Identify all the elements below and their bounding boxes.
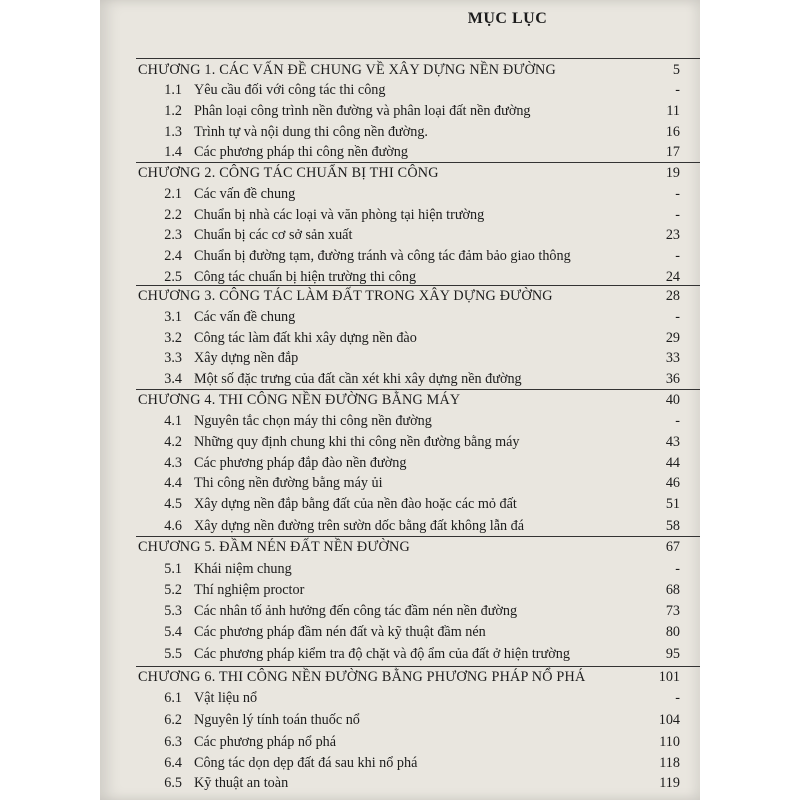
section-page-number: -	[675, 207, 680, 223]
section-number: 5.5	[164, 646, 182, 662]
section-page-number: -	[675, 413, 680, 429]
section-number: 2.3	[164, 227, 182, 243]
section-number: 4.3	[164, 455, 182, 471]
section-number: 3.1	[164, 309, 182, 325]
chapter-title: CHƯƠNG 1. CÁC VẤN ĐỀ CHUNG VỀ XÂY DỰNG NỀN ĐƯỜNG	[138, 62, 556, 78]
chapter-divider	[136, 666, 700, 667]
section-number: 6.5	[164, 775, 182, 791]
section-number: 5.2	[164, 582, 182, 598]
section-page-number: 51	[665, 496, 680, 512]
chapter-page-number: 40	[665, 392, 680, 408]
chapter-page-number: 101	[658, 669, 680, 685]
section-title: Công tác dọn dẹp đất đá sau khi nổ phá	[194, 755, 418, 771]
chapter-divider	[136, 162, 700, 163]
section-title: Xây dựng nền đường trên sườn dốc bằng đất không lẫn đá	[194, 518, 525, 534]
section-title: Các phương pháp kiểm tra độ chặt và độ ẩm của đất ở hiện trường	[194, 646, 570, 662]
section-title: Các phương pháp đầm nén đất và kỹ thuật đầm nén	[194, 624, 486, 640]
section-number: 1.2	[164, 103, 182, 119]
section-number: 3.2	[164, 330, 182, 346]
section-page-number: 17	[665, 144, 680, 160]
section-number: 4.1	[164, 413, 182, 429]
chapter-title: CHƯƠNG 2. CÔNG TÁC CHUẨN BỊ THI CÔNG	[138, 165, 439, 181]
chapter-divider	[136, 536, 700, 537]
section-number: 4.4	[164, 475, 182, 491]
chapter-page-number: 67	[665, 539, 680, 555]
section-title: Trình tự và nội dung thi công nền đường.	[194, 124, 428, 140]
section-title: Chuẩn bị các cơ sở sản xuất	[194, 227, 353, 243]
chapter-page-number: 19	[665, 165, 680, 181]
section-page-number: 104	[658, 712, 680, 728]
section-title: Các phương pháp đắp đào nền đường	[194, 455, 407, 471]
section-number: 6.4	[164, 755, 182, 771]
section-page-number: -	[675, 186, 680, 202]
section-page-number: 118	[659, 755, 680, 771]
section-number: 6.2	[164, 712, 182, 728]
section-title: Vật liệu nổ	[194, 690, 258, 706]
section-page-number: 68	[665, 582, 680, 598]
section-title: Công tác chuẩn bị hiện trường thi công	[194, 269, 417, 285]
section-title: Yêu cầu đối với công tác thi công	[194, 82, 386, 98]
section-title: Thi công nền đường bằng máy ủi	[194, 475, 383, 491]
section-title: Chuẩn bị nhà các loại và văn phòng tại hiện trường	[194, 207, 485, 223]
section-number: 6.3	[164, 734, 182, 750]
section-page-number: 110	[659, 734, 680, 750]
section-number: 2.1	[164, 186, 182, 202]
chapter-divider	[136, 285, 700, 286]
section-number: 5.4	[164, 624, 182, 640]
section-page-number: -	[675, 309, 680, 325]
section-page-number: 16	[665, 124, 680, 140]
section-title: Các vấn đề chung	[194, 309, 296, 325]
section-number: 2.4	[164, 248, 182, 264]
section-page-number: 46	[665, 475, 680, 491]
section-page-number: 36	[665, 371, 680, 387]
section-title: Công tác làm đất khi xây dựng nền đào	[194, 330, 417, 346]
section-number: 3.4	[164, 371, 182, 387]
section-title: Khái niệm chung	[194, 561, 292, 577]
section-number: 1.1	[164, 82, 182, 98]
section-page-number: 11	[666, 103, 680, 119]
section-page-number: -	[675, 690, 680, 706]
section-title: Nguyên tắc chọn máy thi công nền đường	[194, 413, 432, 429]
chapter-divider	[136, 389, 700, 390]
section-number: 1.4	[164, 144, 182, 160]
section-page-number: 73	[665, 603, 680, 619]
section-page-number: 95	[665, 646, 680, 662]
section-title: Phân loại công trình nền đường và phân loại đất nền đường	[194, 103, 531, 119]
book-page	[100, 0, 700, 800]
chapter-title: CHƯƠNG 6. THI CÔNG NỀN ĐƯỜNG BẰNG PHƯƠNG PHÁP NỔ PHÁ	[138, 669, 586, 685]
chapter-title: CHƯƠNG 5. ĐẦM NÉN ĐẤT NỀN ĐƯỜNG	[138, 539, 410, 555]
section-page-number: 24	[665, 269, 680, 285]
section-title: Các phương pháp thi công nền đường	[194, 144, 408, 160]
section-title: Chuẩn bị đường tạm, đường tránh và công tác đảm bảo giao thông	[194, 248, 571, 264]
section-page-number: 43	[665, 434, 680, 450]
section-title: Xây dựng nền đắp	[194, 350, 299, 366]
section-page-number: 119	[659, 775, 680, 791]
section-number: 1.3	[164, 124, 182, 140]
section-number: 3.3	[164, 350, 182, 366]
chapter-divider	[136, 58, 700, 59]
section-page-number: -	[675, 561, 680, 577]
section-page-number: 33	[665, 350, 680, 366]
section-title: Một số đặc trưng của đất cần xét khi xây dựng nền đường	[194, 371, 522, 387]
section-page-number: 29	[665, 330, 680, 346]
chapter-title: CHƯƠNG 4. THI CÔNG NỀN ĐƯỜNG BẰNG MÁY	[138, 392, 461, 408]
chapter-title: CHƯƠNG 3. CÔNG TÁC LÀM ĐẤT TRONG XÂY DỰNG ĐƯỜNG	[138, 288, 553, 304]
section-page-number: 23	[665, 227, 680, 243]
section-number: 4.5	[164, 496, 182, 512]
section-title: Những quy định chung khi thi công nền đường bằng máy	[194, 434, 520, 450]
section-title: Thí nghiệm proctor	[194, 582, 305, 598]
chapter-page-number: 5	[672, 62, 680, 78]
section-number: 5.3	[164, 603, 182, 619]
section-number: 2.2	[164, 207, 182, 223]
section-title: Các nhân tố ảnh hưởng đến công tác đầm nén nền đường	[194, 603, 518, 619]
section-page-number: 58	[665, 518, 680, 534]
section-title: Xây dựng nền đắp bằng đất của nền đào hoặc các mỏ đất	[194, 496, 517, 512]
section-page-number: -	[675, 82, 680, 98]
section-page-number: 80	[665, 624, 680, 640]
section-number: 5.1	[164, 561, 182, 577]
section-number: 2.5	[164, 269, 182, 285]
page-title: MỤC LỤC	[467, 10, 548, 27]
section-title: Nguyên lý tính toán thuốc nổ	[194, 712, 360, 728]
section-page-number: 44	[665, 455, 680, 471]
chapter-page-number: 28	[665, 288, 680, 304]
section-title: Kỹ thuật an toàn	[194, 775, 289, 791]
section-number: 4.6	[164, 518, 182, 534]
section-number: 4.2	[164, 434, 182, 450]
section-page-number: -	[675, 248, 680, 264]
section-title: Các vấn đề chung	[194, 186, 296, 202]
section-title: Các phương pháp nổ phá	[194, 734, 337, 750]
section-number: 6.1	[164, 690, 182, 706]
